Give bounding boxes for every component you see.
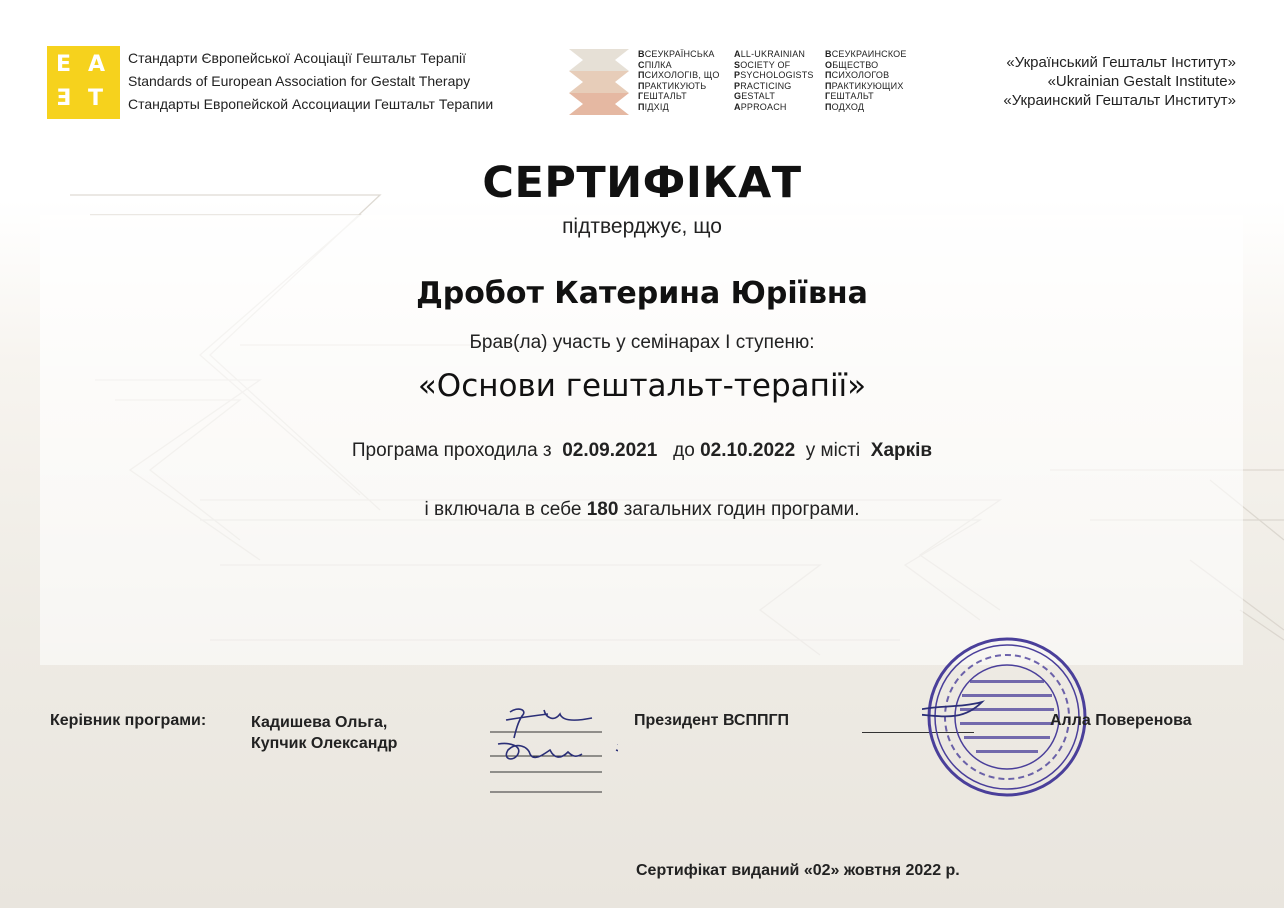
acronym-line: ПСИХОЛОГОВ <box>825 70 890 81</box>
eagt-line-en: Standards of European Association for Gestalt Therapy <box>128 73 471 89</box>
eagt-line-uk: Стандарти Європейської Асоціації Гештальт Терапії <box>128 50 467 66</box>
city: Харків <box>870 440 933 461</box>
issue-date: Сертифікат виданий «02» жовтня 2022 р. <box>636 862 960 879</box>
acronym-line: ОБЩЕСТВО <box>825 59 879 70</box>
acronym-line: СПІЛКА <box>638 59 672 70</box>
program-prefix: Програма проходила з <box>351 440 552 461</box>
hours-value: 180 <box>586 499 619 520</box>
ugi-institute-name <box>1003 53 1236 110</box>
program-city-prefix: у місті <box>805 440 861 461</box>
acronym-line: ГЕШТАЛЬТ <box>638 91 687 102</box>
logo-glyph: Т <box>88 86 104 111</box>
acronym-line: ПРАКТИКУЮТЬ <box>638 80 707 91</box>
program-lead-names <box>251 712 397 754</box>
vspp-acronym-ru <box>825 49 907 113</box>
acronym-line: ВСЕУКРАЇНСЬКА <box>638 49 715 59</box>
program-hours <box>0 499 1284 521</box>
lead-name: Купчик Олександр <box>251 735 398 752</box>
ugi-line-uk: «Український Гештальт Інститут» <box>1006 54 1236 71</box>
hours-prefix: і включала в себе <box>424 499 582 520</box>
acronym-line: SOCIETY OF <box>734 59 791 70</box>
hours-suffix: загальних годин програми. <box>623 499 860 520</box>
acronym-line: ПСИХОЛОГІВ, ЩО <box>638 70 720 81</box>
eagt-logo <box>47 46 120 119</box>
acronym-line: PRACTICING <box>734 80 792 91</box>
ugi-line-ru: «Украинский Гештальт Институт» <box>1003 92 1236 109</box>
acronym-line: ВСЕУКРАИНСКОЕ <box>825 49 907 59</box>
acronym-line: PSYCHOLOGISTS <box>734 70 814 81</box>
acronym-line: ГЕШТАЛЬТ <box>825 91 874 102</box>
ugi-line-en: «Ukrainian Gestalt Institute» <box>1047 73 1236 90</box>
program-lead-label: Керівник програми: <box>50 712 207 729</box>
logo-glyph: Е <box>56 52 72 77</box>
confirms-text: підтверджує, що <box>562 215 722 238</box>
participation-text: Брав(ла) участь у семінарах І ступеню: <box>469 332 815 353</box>
acronym-line: GESTALT <box>734 91 776 102</box>
acronym-line: ПІДХІД <box>638 101 669 112</box>
logo-glyph: Ǝ <box>56 86 72 111</box>
date-from: 02.09.2021 <box>562 440 658 461</box>
vspp-acronym-uk <box>638 49 720 113</box>
president-label: Президент ВСППГП <box>634 712 790 729</box>
eagt-standards-text <box>128 47 493 116</box>
acronym-line: ALL-UKRAINIAN <box>734 49 806 59</box>
recipient-name: Дробот Катерина Юріївна <box>416 276 868 311</box>
lead-name: Кадишева Ольга, <box>251 714 388 731</box>
vspp-acronym-en <box>734 49 814 113</box>
program-dates <box>0 440 1284 462</box>
president-name: Алла Поверенова <box>1050 712 1192 729</box>
acronym-line: APPROACH <box>734 101 787 112</box>
eagt-line-ru: Стандарты Европейской Ассоциации Гештальт Терапии <box>128 96 494 112</box>
lead-signatures <box>488 704 618 796</box>
course-title: «Основи гештальт-терапії» <box>417 368 867 404</box>
acronym-line: ПОДХОД <box>825 101 865 112</box>
certificate-title: СЕРТИФІКАТ <box>482 158 802 208</box>
logo-glyph: А <box>88 52 106 77</box>
program-to: до <box>673 440 695 461</box>
acronym-line: ПРАКТИКУЮЩИХ <box>825 80 904 91</box>
date-to: 02.10.2022 <box>700 440 796 461</box>
vspp-chevron-logo <box>565 46 633 118</box>
